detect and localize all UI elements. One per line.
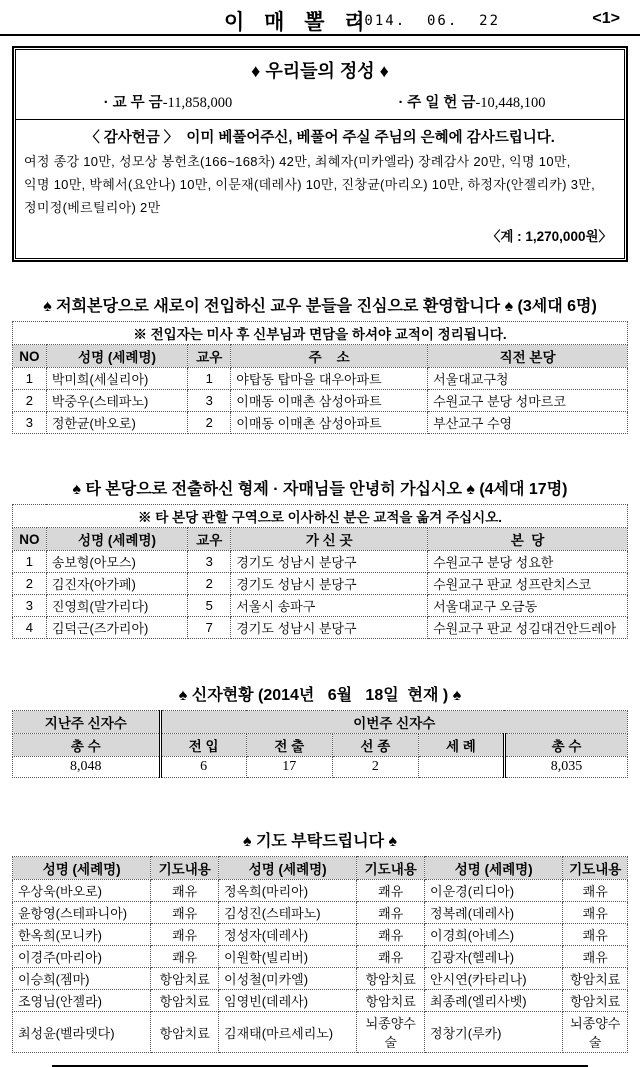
this-week-label: 이번주 신자수 — [160, 711, 627, 734]
table-row — [13, 573, 628, 595]
column-header: NO — [13, 528, 47, 551]
thanks-section — [16, 119, 624, 258]
table-cell: 송보형(아모스) — [46, 551, 187, 573]
column-header: 전 입 — [160, 734, 246, 757]
thanks-total: 〈계 : 1,270,000원〉 — [486, 229, 612, 245]
gyomugeum-label: · 교 무 금 — [103, 95, 163, 111]
table-cell: 3 — [188, 390, 231, 412]
table-cell: 수원교구 판교 성프란치스코 — [428, 573, 628, 595]
table-cell: 이성철(미카엘) — [219, 968, 357, 990]
table-cell: 부산교구 수영 — [428, 412, 628, 434]
table-note-row — [13, 505, 628, 528]
table-cell: 항암치료 — [563, 968, 628, 990]
column-header: 성명 (세례명) — [46, 345, 187, 368]
farewell-table-body — [13, 551, 628, 639]
issue-date: 2014. 06. 22 — [354, 13, 501, 29]
moved-in-count: 6 — [160, 757, 246, 778]
table-cell: 2 — [188, 412, 231, 434]
table-row — [13, 990, 628, 1012]
column-header: 기도내용 — [563, 857, 628, 880]
thanks-line: 정미정(베르틸리아) 2만 — [24, 199, 161, 215]
table-cell: 항암치료 — [563, 990, 628, 1012]
table-cell: 정창기(루카) — [425, 1012, 563, 1053]
table-cell: 2 — [13, 573, 47, 595]
moved-out-count: 17 — [246, 757, 332, 778]
table-cell: 쾌유 — [563, 946, 628, 968]
last-week-total: 8,048 — [13, 757, 161, 778]
this-week-total: 8,035 — [504, 757, 627, 778]
table-cell: 쾌유 — [151, 946, 219, 968]
table-cell: 4 — [13, 617, 47, 639]
juilheongeum-value: -10,448,100 — [475, 95, 546, 111]
table-cell: 이운경(리디아) — [425, 880, 563, 902]
table-cell: 3 — [13, 595, 47, 617]
table-cell: 쾌유 — [563, 924, 628, 946]
column-header: 주 소 — [231, 345, 428, 368]
prayer-section — [12, 828, 628, 1053]
table-row — [13, 368, 628, 390]
table-cell: 이경희(아녜스) — [425, 924, 563, 946]
table-cell: 안시연(카타리나) — [425, 968, 563, 990]
table-cell: 김성진(스테파노) — [219, 902, 357, 924]
table-cell: 정복례(데레사) — [425, 902, 563, 924]
table-cell: 5 — [188, 595, 231, 617]
table-cell: 1 — [13, 368, 47, 390]
welcome-note: ※ 전입자는 미사 후 신부님과 면담을 하셔야 교적이 정리됩니다. — [13, 322, 628, 345]
table-cell: 쾌유 — [151, 924, 219, 946]
table-cell: 3 — [188, 551, 231, 573]
table-cell: 뇌종양수술 — [357, 1012, 425, 1053]
table-cell: 수원교구 판교 성김대건안드레아 — [428, 617, 628, 639]
stats-section — [12, 682, 628, 778]
welcome-title: ♠ 저희본당으로 새로이 전입하신 교우 분들을 진심으로 환영합니다 ♠ (3세대 6명) — [43, 298, 597, 316]
table-cell: 항암치료 — [357, 968, 425, 990]
stats-values-row — [13, 757, 628, 778]
table-cell: 항암치료 — [151, 1012, 219, 1053]
welcome-section — [12, 293, 628, 434]
column-header: 교우 — [188, 528, 231, 551]
table-row — [13, 617, 628, 639]
offerings-amounts — [16, 86, 624, 119]
table-cell: 윤항영(스테파니아) — [13, 902, 151, 924]
column-header: 성명 (세례명) — [219, 857, 357, 880]
offerings-box-inner — [15, 49, 625, 259]
page-number: <1> — [592, 10, 620, 27]
table-cell: 쾌유 — [563, 902, 628, 924]
table-cell: 2 — [188, 573, 231, 595]
gyomugeum-value: -11,858,000 — [162, 95, 233, 111]
table-row — [13, 551, 628, 573]
table-cell: 쾌유 — [563, 880, 628, 902]
table-cell: 이매동 이매촌 삼성아파트 — [231, 412, 428, 434]
farewell-title: ♠ 타 본당으로 전출하신 형제 · 자매님들 안녕히 가십시오 ♠ (4세대 17명) — [72, 481, 568, 499]
table-note-row — [13, 322, 628, 345]
table-cell: 김광자(헬레나) — [425, 946, 563, 968]
deceased-count: 2 — [332, 757, 418, 778]
table-cell: 쾌유 — [357, 880, 425, 902]
column-header: NO — [13, 345, 47, 368]
table-cell: 7 — [188, 617, 231, 639]
table-cell: 3 — [13, 412, 47, 434]
farewell-note: ※ 타 본당 관할 구역으로 이사하신 분은 교적을 옮겨 주십시오. — [13, 505, 628, 528]
thanks-line: 익명 10만, 박혜서(요안나) 10만, 이문재(데레사) 10만, 진창균(마리오) 10만, 하정자(안젤리카) 3만, — [24, 176, 596, 192]
table-cell: 이매동 이매촌 삼성아파트 — [231, 390, 428, 412]
juilheongeum-amount — [320, 91, 624, 112]
column-header: 총 수 — [504, 734, 627, 757]
table-row — [13, 880, 628, 902]
table-cell: 임영빈(데레사) — [219, 990, 357, 1012]
table-cell: 경기도 성남시 분당구 — [231, 551, 428, 573]
table-header-row — [13, 345, 628, 368]
table-cell: 이원학(빌리버) — [219, 946, 357, 968]
table-cell: 박미희(세실리아) — [46, 368, 187, 390]
table-cell: 김재태(마르세리노) — [219, 1012, 357, 1053]
table-cell: 쾌유 — [151, 880, 219, 902]
farewell-table — [12, 504, 628, 639]
baptized-count — [418, 757, 504, 778]
column-header: 직전 본당 — [428, 345, 628, 368]
table-cell: 쾌유 — [357, 924, 425, 946]
table-row — [13, 946, 628, 968]
table-cell: 뇌종양수술 — [563, 1012, 628, 1053]
table-cell: 우상욱(바오로) — [13, 880, 151, 902]
table-cell: 경기도 성남시 분당구 — [231, 573, 428, 595]
last-week-label: 지난주 신자수 — [13, 711, 161, 734]
column-header: 총 수 — [13, 734, 161, 757]
table-cell: 수원교구 분당 성마르코 — [428, 390, 628, 412]
table-cell: 1 — [13, 551, 47, 573]
table-cell: 정성자(데레사) — [219, 924, 357, 946]
table-cell: 수원교구 분당 성요한 — [428, 551, 628, 573]
column-header: 가 신 곳 — [231, 528, 428, 551]
table-cell: 항암치료 — [151, 990, 219, 1012]
column-header: 성명 (세례명) — [13, 857, 151, 880]
table-cell: 서울대교구청 — [428, 368, 628, 390]
welcome-table — [12, 321, 628, 434]
table-cell: 서울대교구 오금동 — [428, 595, 628, 617]
column-header: 세 례 — [418, 734, 504, 757]
column-header: 선 종 — [332, 734, 418, 757]
farewell-section — [12, 476, 628, 639]
table-row — [13, 595, 628, 617]
thanks-title: 〈 감사헌금 〉 이미 베풀어주신, 베풀어 주실 주님의 은혜에 감사드립니다. — [85, 130, 555, 146]
column-header: 전 출 — [246, 734, 332, 757]
table-cell: 야탑동 탑마을 대우아파트 — [231, 368, 428, 390]
table-cell: 김덕근(즈가리아) — [46, 617, 187, 639]
prayer-table — [12, 856, 628, 1053]
column-header: 성명 (세례명) — [46, 528, 187, 551]
table-cell: 1 — [188, 368, 231, 390]
table-row — [13, 390, 628, 412]
table-cell: 최성윤(벨라뎃다) — [13, 1012, 151, 1053]
stats-header-row — [13, 734, 628, 757]
column-header: 교우 — [188, 345, 231, 368]
column-header: 기도내용 — [151, 857, 219, 880]
offerings-title: ♦ 우리들의 정성 ♦ — [251, 61, 389, 81]
table-cell: 박중우(스테파노) — [46, 390, 187, 412]
prayer-title: ♠ 기도 부탁드립니다 ♠ — [243, 833, 397, 851]
table-row — [13, 412, 628, 434]
table-cell: 이경주(마리아) — [13, 946, 151, 968]
column-header: 기도내용 — [357, 857, 425, 880]
thanks-line: 여정 종강 10만, 성모상 봉헌초(166~168차) 42만, 최혜자(미카엘라) 장례감사 20만, 익명 10만, — [24, 154, 571, 169]
table-cell: 조영님(안젤라) — [13, 990, 151, 1012]
table-cell: 서울시 송파구 — [231, 595, 428, 617]
welcome-table-body — [13, 368, 628, 434]
table-cell: 경기도 성남시 분당구 — [231, 617, 428, 639]
table-cell: 정옥희(마리아) — [219, 880, 357, 902]
table-row — [13, 1012, 628, 1053]
column-header: 본 당 — [428, 528, 628, 551]
column-header: 성명 (세례명) — [425, 857, 563, 880]
table-cell: 이승희(젬마) — [13, 968, 151, 990]
table-cell: 쾌유 — [357, 902, 425, 924]
offerings-box — [12, 46, 628, 262]
table-cell: 정한균(바오로) — [46, 412, 187, 434]
table-cell: 쾌유 — [151, 902, 219, 924]
table-cell: 쾌유 — [357, 946, 425, 968]
table-row — [13, 902, 628, 924]
juilheongeum-label: · 주 일 헌 금 — [398, 95, 476, 111]
stats-table — [12, 710, 628, 778]
prayer-table-body — [13, 880, 628, 1053]
masthead — [12, 6, 628, 32]
table-cell: 2 — [13, 390, 47, 412]
table-header-row — [13, 857, 628, 880]
table-cell: 항암치료 — [151, 968, 219, 990]
table-cell: 진영희(말가리다) — [46, 595, 187, 617]
table-row — [13, 968, 628, 990]
table-cell: 김진자(아가페) — [46, 573, 187, 595]
gyomugeum-amount — [16, 91, 320, 112]
stats-title: ♠ 신자현황 (2014년 6월 18일 현재 ) ♠ — [178, 687, 462, 705]
table-cell: 최종례(엘리사벳) — [425, 990, 563, 1012]
bulletin-title: 이 매 뽈 리 — [224, 11, 372, 34]
stats-group-row — [13, 711, 628, 734]
table-cell: 한옥희(모니카) — [13, 924, 151, 946]
table-cell: 항암치료 — [357, 990, 425, 1012]
table-header-row — [13, 528, 628, 551]
